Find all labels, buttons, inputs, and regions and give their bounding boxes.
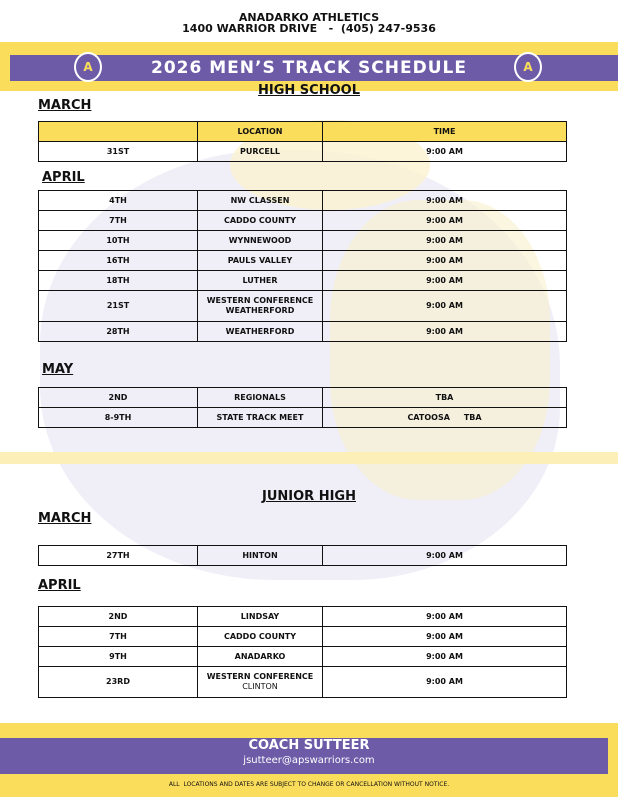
table-row: 18TH LUTHER 9:00 AM <box>39 271 567 291</box>
table-row: 8-9TH STATE TRACK MEET CATOOSA TBA <box>39 408 567 428</box>
jh-april-table <box>38 606 567 698</box>
hs-march-table <box>38 121 567 162</box>
table-row: 4TH NW CLASSEN 9:00 AM <box>39 191 567 211</box>
table-row: 7TH CADDO COUNTY 9:00 AM <box>39 211 567 231</box>
section-heading: HIGH SCHOOL <box>258 83 360 98</box>
table-row: 16TH PAULS VALLEY 9:00 AM <box>39 251 567 271</box>
logo-icon-right: A <box>514 52 542 82</box>
section-heading: JUNIOR HIGH <box>262 489 356 504</box>
table-row: 2ND REGIONALS TBA <box>39 388 567 408</box>
table-header: LOCATION TIME <box>39 122 567 142</box>
month-label: MARCH <box>38 511 92 526</box>
table-row: 23RD WESTERN CONFERENCE CLINTON 9:00 AM <box>39 667 567 698</box>
table-row: 21ST WESTERN CONFERENCE WEATHERFORD 9:00 AM <box>39 291 567 322</box>
disclaimer: ALL LOCATIONS AND DATES ARE SUBJECT TO CHANGE OR CANCELLATION WITHOUT NOTICE. <box>168 781 450 788</box>
jh-march-table <box>38 545 567 566</box>
table-row: 9TH ANADARKO 9:00 AM <box>39 647 567 667</box>
logo-icon-left: A <box>74 52 102 82</box>
table-row: 27TH HINTON 9:00 AM <box>39 546 567 566</box>
table-row: 2ND LINDSAY 9:00 AM <box>39 607 567 627</box>
month-label: APRIL <box>42 170 85 185</box>
month-label: MARCH <box>38 98 92 113</box>
table-row: 10TH WYNNEWOOD 9:00 AM <box>39 231 567 251</box>
coach-name: COACH SUTTEER <box>248 738 370 753</box>
month-label: MAY <box>42 362 74 377</box>
page-title: 2026 MEN’S TRACK SCHEDULE <box>151 58 467 78</box>
table-row: 31ST PURCELL 9:00 AM <box>39 142 567 162</box>
org-name: ANADARKO ATHLETICS <box>238 11 380 24</box>
hs-april-table <box>38 190 567 342</box>
table-row: 7TH CADDO COUNTY 9:00 AM <box>39 627 567 647</box>
month-label: APRIL <box>38 578 81 593</box>
org-address: 1400 WARRIOR DRIVE - (405) 247-9536 <box>182 22 436 35</box>
coach-email[interactable]: jsutteer@apswarriors.com <box>243 755 375 766</box>
divider-band <box>0 452 618 464</box>
table-row: 28TH WEATHERFORD 9:00 AM <box>39 322 567 342</box>
hs-may-table <box>38 387 567 428</box>
